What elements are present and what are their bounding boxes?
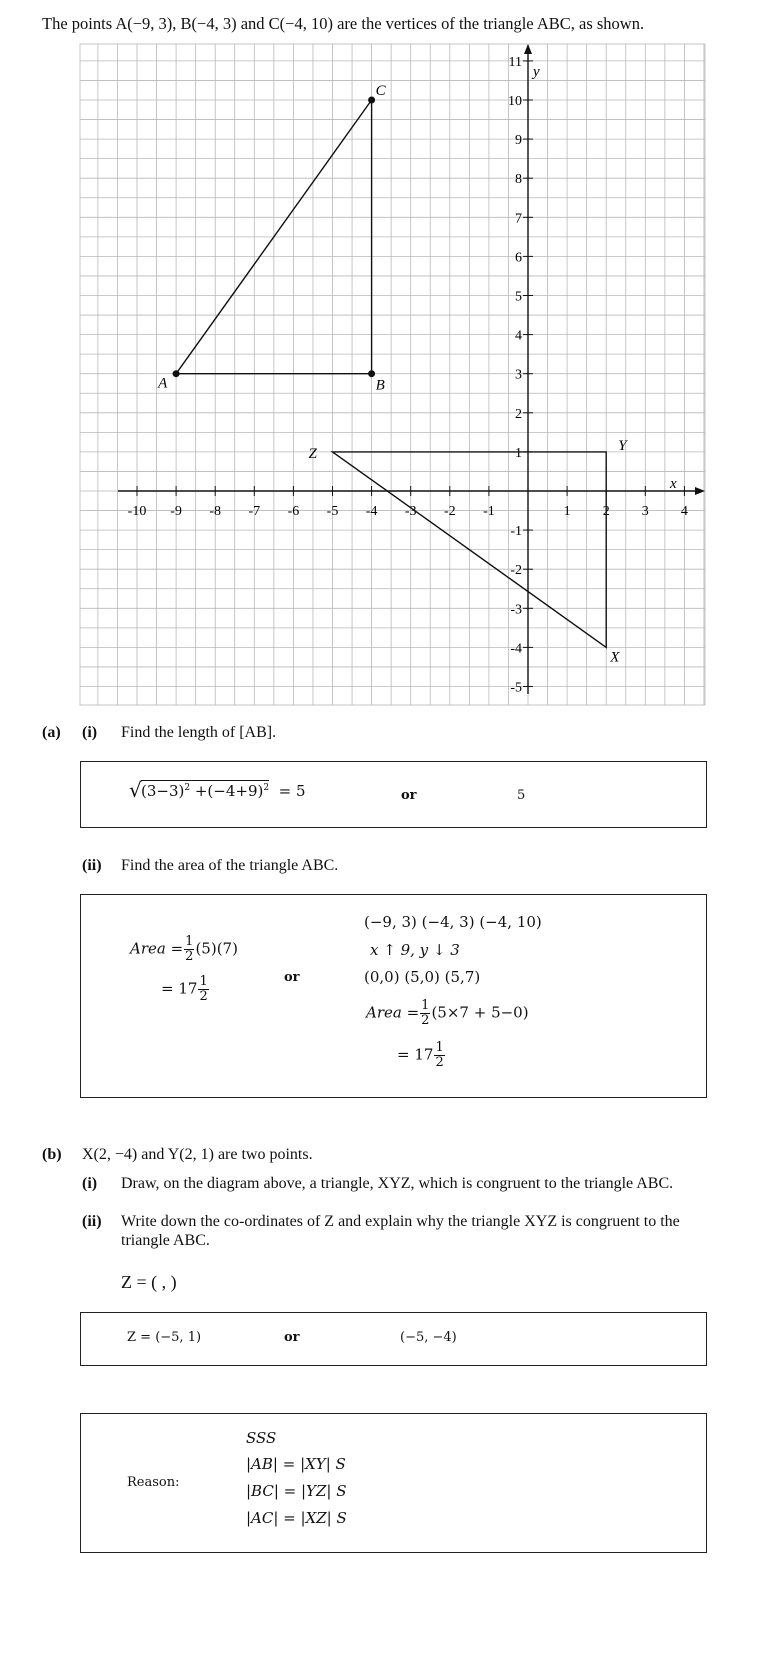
length-result: = 5: [278, 782, 306, 800]
y-tick-label: 4: [515, 328, 522, 344]
answer-box-b-reason: [80, 1413, 707, 1553]
vertex-b-point: [368, 370, 375, 377]
reason-label: Reason:: [127, 1475, 180, 1490]
frac-num: 1: [435, 1040, 444, 1055]
part-b-ii-label: (ii): [82, 1213, 102, 1230]
y-axis-arrow: [524, 44, 532, 54]
x-tick-label: -2: [443, 504, 456, 519]
alt-area-prefix: Area =: [366, 1003, 420, 1022]
vertex-z-label: Z: [308, 445, 317, 462]
part-a-ii-question: Find the area of the triangle ABC.: [121, 857, 339, 874]
vertex-c-point: [368, 97, 375, 104]
area-factors: (5)(7): [195, 939, 238, 958]
x-tick-label: 3: [641, 504, 649, 519]
y-tick-label: -5: [510, 680, 522, 696]
part-b-ii-question-1: Write down the co-ordinates of Z and explain why the triangle XYZ is congruent to the: [121, 1213, 680, 1230]
y-tick-label: 7: [515, 211, 522, 227]
reason-line: |AC| = |XZ| S: [246, 1509, 347, 1527]
y-axis-label: y: [533, 64, 540, 80]
vertex-a-label: A: [158, 375, 168, 392]
alt-area: [366, 999, 529, 1028]
x-tick-label: -4: [365, 504, 378, 519]
reason-line: |AB| = |XY| S: [246, 1455, 346, 1473]
frac-den: 2: [185, 949, 194, 964]
x-tick-label: -3: [404, 504, 417, 519]
alt-translation: x ↑ 9, y ↓ 3: [370, 941, 460, 959]
or-text: or: [284, 1330, 300, 1345]
frac-den: 2: [421, 1013, 430, 1028]
reason-line: |BC| = |YZ| S: [246, 1482, 347, 1500]
part-a-i-question: Find the length of [AB].: [121, 724, 277, 741]
x-tick-label: -7: [248, 504, 261, 519]
frac-den: 2: [435, 1055, 444, 1070]
answer-box-a-i: [80, 761, 707, 828]
y-tick-label: 1: [515, 445, 522, 461]
area-result-prefix: = 17: [161, 979, 198, 998]
area-working: [130, 935, 238, 964]
z-coordinate-blank: Z = ( , ): [121, 1272, 177, 1292]
area-result: [161, 975, 210, 1004]
z-answer: Z = (−5, 1): [127, 1330, 202, 1345]
part-b-label: (b): [42, 1146, 62, 1163]
alt-area-result: [397, 1041, 446, 1070]
part-a-i-label: (i): [82, 724, 98, 741]
part-a-label: (a): [42, 724, 61, 741]
vertex-a-point: [173, 370, 180, 377]
part-b-ii-question-2: triangle ABC.: [121, 1232, 210, 1249]
part-a-ii-label: (ii): [82, 857, 102, 874]
problem-intro: The points A(−9, 3), B(−4, 3) and C(−4, 10) are the vertices of the triangle ABC, as shown.: [42, 14, 645, 33]
alt-points: (−9, 3) (−4, 3) (−4, 10): [364, 913, 542, 931]
or-text: or: [401, 788, 417, 803]
x-tick-label: -9: [170, 504, 182, 519]
y-tick-label: -4: [510, 641, 522, 657]
x-tick-label: -1: [483, 504, 495, 519]
y-tick-label: 3: [515, 367, 522, 383]
x-tick-label: -10: [127, 504, 147, 519]
frac-num: 1: [199, 974, 208, 989]
x-tick-label: -6: [287, 504, 300, 519]
answer-box-a-ii: [80, 894, 707, 1098]
part-b-intro: X(2, −4) and Y(2, 1) are two points.: [82, 1146, 313, 1163]
frac-num: 1: [185, 934, 194, 949]
reason-line: SSS: [246, 1429, 277, 1447]
x-tick-label: 4: [680, 504, 688, 519]
length-alt-answer: 5: [517, 788, 526, 803]
alt-result-prefix: = 17: [397, 1045, 434, 1064]
x-axis-label: x: [670, 476, 677, 492]
alt-new-points: (0,0) (5,0) (5,7): [364, 968, 481, 986]
z-alt-answer: (−5, −4): [400, 1330, 457, 1345]
x-tick-label: 1: [563, 504, 571, 519]
x-tick-label: -5: [326, 504, 339, 519]
y-tick-label: 11: [508, 54, 522, 70]
y-tick-label: 2: [515, 406, 522, 422]
frac-num: 1: [421, 998, 430, 1013]
y-tick-label: 10: [508, 94, 522, 109]
or-text: or: [284, 970, 300, 985]
y-tick-label: 5: [515, 289, 522, 305]
y-tick-label: -3: [510, 602, 522, 618]
length-working: √ $(3-3)^2 +(-4+9)^2 = 5$: [129, 778, 306, 802]
y-tick-label: 9: [515, 133, 522, 149]
x-tick-label: 2: [602, 504, 610, 519]
coordinate-graph: [0, 0, 784, 720]
y-tick-label: 6: [515, 250, 522, 266]
alt-area-expr: (5×7 + 5−0): [431, 1003, 529, 1022]
vertex-y-label: Y: [618, 437, 627, 454]
vertex-b-label: B: [375, 377, 385, 394]
y-tick-label: -2: [510, 563, 522, 579]
y-tick-label: -1: [510, 524, 522, 540]
part-b-i-label: (i): [82, 1175, 98, 1192]
y-tick-label: 8: [515, 172, 522, 188]
area-prefix: Area =: [130, 939, 184, 958]
answer-box-b-z: [80, 1312, 707, 1366]
part-b-i-question: Draw, on the diagram above, a triangle, XYZ, which is congruent to the triangle ABC.: [121, 1175, 674, 1192]
x-tick-label: -8: [209, 504, 222, 519]
vertex-c-label: C: [375, 83, 386, 99]
vertex-x-label: X: [610, 649, 620, 666]
frac-den: 2: [199, 989, 208, 1004]
x-axis-arrow: [695, 487, 705, 495]
